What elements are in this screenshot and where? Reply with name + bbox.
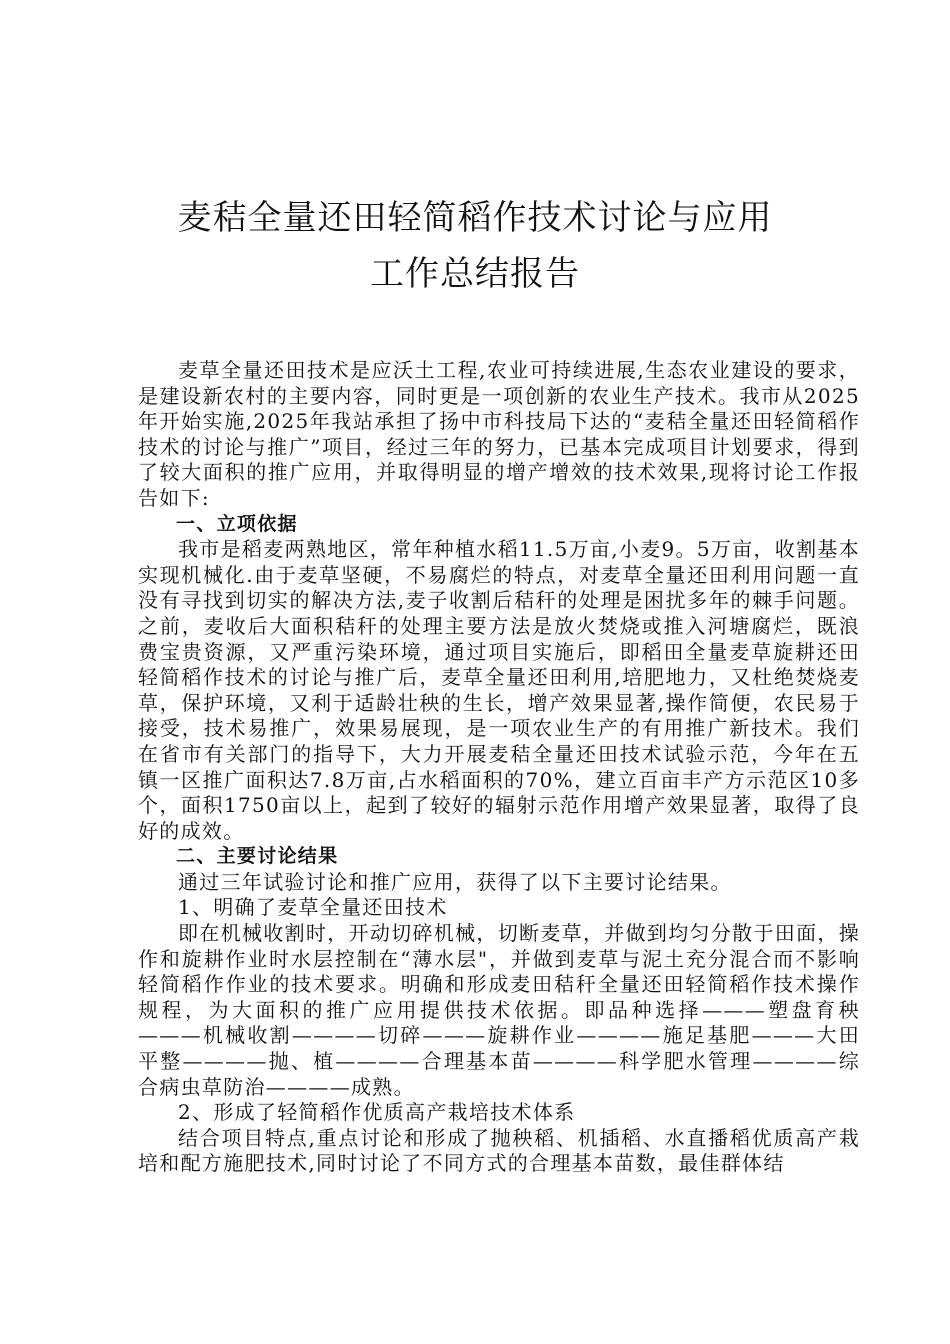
item-2-paragraph: 结合项目特点,重点讨论和形成了抛秧稻、机插稻、水直播稻优质高产栽培和配方施肥技术,同时讨论了不同方式的合理基本苗数，最佳群体结: [138, 1125, 860, 1176]
section-results-intro: 通过三年试验讨论和推广应用，获得了以下主要讨论结果。: [178, 869, 732, 894]
title-line-1: 麦秸全量还田轻简稻作技术讨论与应用: [177, 198, 773, 238]
section-basis-paragraph: 我市是稻麦两熟地区，常年种植水稻11.5万亩,小麦9。5万亩，收割基本实现机械化.由于麦草坚硬，不易腐烂的特点，对麦草全量还田利用问题一直没有寻找到切实的解决方法,麦子收割后秸秆的处理是困扰多年的棘手问题。之前，麦收后大面积秸秆的处理主要方法是放火焚烧或推入河塘腐烂，既浪费宝贵资源，又严重污染环境，通过项目实施后，即稻田全量麦草旋耕还田轻简稻作技术的讨论与推广后，麦草全量还田利用,培肥地力，又杜绝焚烧麦草，保护环境，又利于适龄壮秧的生长，增产效果显著,操作简便，农民易于接受，技术易推广，效果易展现，是一项农业生产的有用推广新技术。我们在省市有关部门的指导下，大力开展麦秸全量还田技术试验示范，今年在五镇一区推广面积达7.8万亩,占水稻面积的70%，建立百亩丰产方示范区10多个，面积1750亩以上，起到了较好的辐射示范作用增产效果显著，取得了良好的成效。: [138, 537, 860, 843]
item-2-heading: 2、形成了轻简稻作优质高产栽培技术体系: [178, 1100, 576, 1125]
item-1-heading: 1、明确了麦草全量还田技术: [178, 895, 448, 920]
intro-paragraph: 麦草全量还田技术是应沃土工程,农业可持续进展,生态农业建设的要求，是建设新农村的主要内容，同时更是一项创新的农业生产技术。我市从2025年开始实施,2025年我站承担了扬中市科技局下达的“麦秸全量还田轻简稻作技术的讨论与推广”项目，经过三年的努力，已基本完成项目计划要求，得到了较大面积的推广应用，并取得明显的增产增效的技术效果,现将讨论工作报告如下:: [138, 358, 860, 510]
item-1-paragraph: 即在机械收割时，开动切碎机械，切断麦草，并做到均匀分散于田面，操作和旋耕作业时水层控制在“薄水层"，并做到麦草与泥土充分混合而不影响轻简稻作作业的技术要求。明确和形成麦田秸秆全量还田轻简稻作技术操作规程，为大面积的推广应用提供技术依据。即品种选择———塑盘育秧———机械收割————切碎———旋耕作业————施足基肥———大田平整————抛、植————合理基本苗————科学肥水管理————综合病虫草防治————成熟。: [138, 921, 860, 1099]
document-title: [0, 190, 950, 302]
section-heading-results: 二、主要讨论结果: [176, 845, 339, 868]
title-line-2: 工作总结报告: [370, 254, 580, 294]
section-heading-basis: 一、立项依据: [176, 512, 298, 535]
document-body: [138, 358, 860, 1177]
